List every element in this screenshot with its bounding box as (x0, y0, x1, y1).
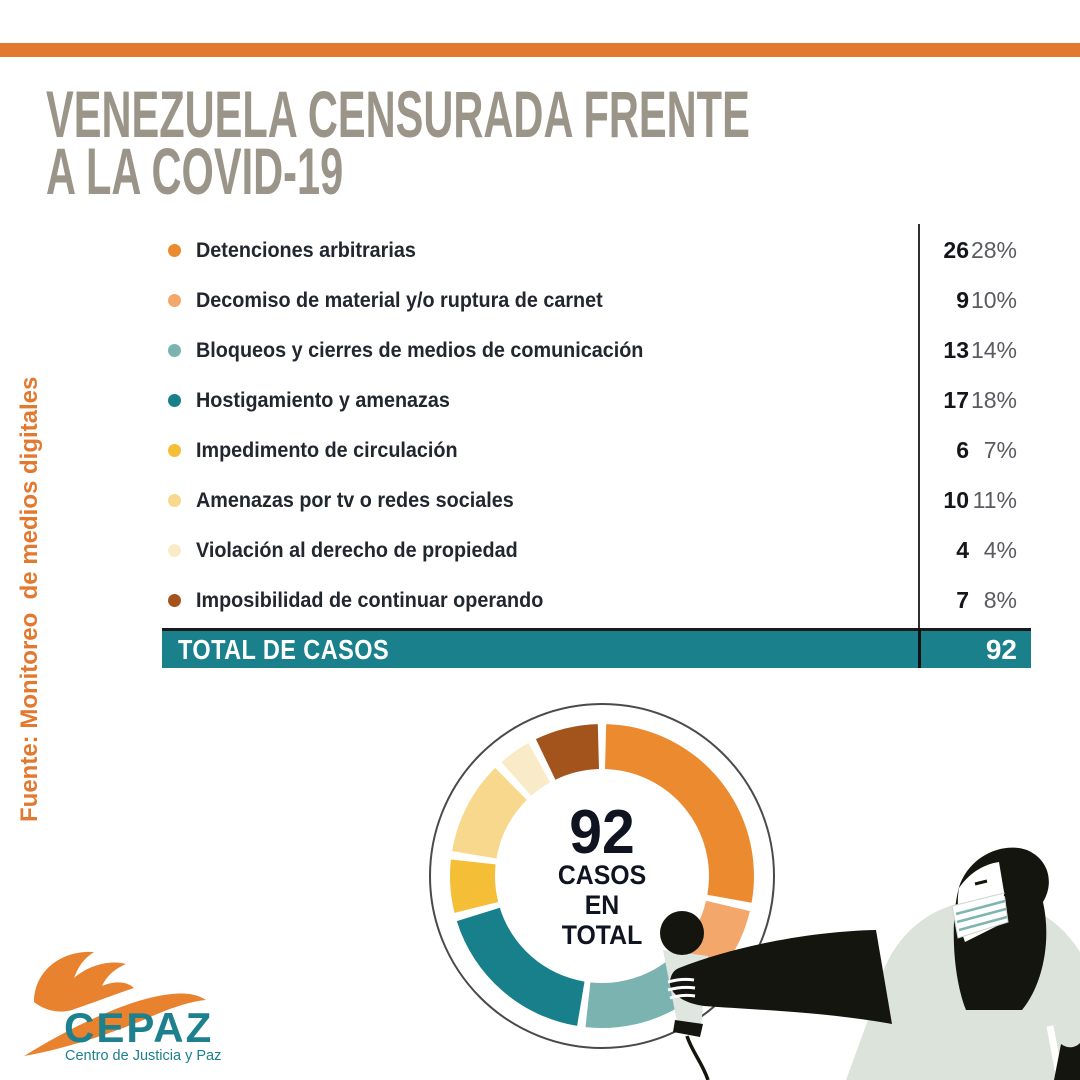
donut-center-value: 92 (569, 798, 635, 867)
category-label: Bloqueos y cierres de medios de comunicación (196, 337, 644, 362)
category-label: Amenazas por tv o redes sociales (196, 487, 514, 512)
category-bullet-icon (168, 544, 181, 557)
category-label: Violación al derecho de propiedad (196, 537, 518, 562)
microphone-foam-icon (660, 911, 704, 955)
category-percent: 18% (970, 386, 1017, 413)
table-row (162, 525, 1031, 575)
total-label: TOTAL DE CASOS (178, 633, 390, 665)
category-count: 9 (956, 286, 969, 313)
category-label: Impedimento de circulación (196, 437, 458, 462)
category-bullet-icon (168, 344, 181, 357)
microphone-cable (687, 1036, 708, 1080)
donut-center-line2: EN (584, 890, 620, 920)
category-percent: 11% (972, 486, 1017, 513)
total-bar-divider-line (918, 628, 921, 668)
donut-segment-4 (450, 860, 498, 913)
donut-segment-7 (536, 724, 599, 780)
donut-center-text (554, 798, 650, 950)
donut-chart (330, 690, 1080, 1080)
category-percent: 28% (970, 236, 1017, 263)
category-percent: 4% (983, 536, 1017, 563)
top-accent-bar (0, 43, 1080, 57)
source-note: Fuente: Monitoreo de medios digitales (16, 376, 43, 822)
category-label: Imposibilidad de continuar operando (196, 587, 544, 612)
table-row (162, 575, 1031, 625)
table-row (162, 375, 1031, 425)
stats-rows (162, 225, 1031, 625)
category-bullet-icon (168, 394, 181, 407)
page-title (46, 76, 1080, 208)
logo-tagline: Centro de Justicia y Paz (65, 1048, 222, 1064)
category-bullet-icon (168, 294, 181, 307)
category-count: 6 (956, 436, 969, 463)
category-label: Decomiso de material y/o ruptura de carnet (196, 287, 603, 312)
category-count: 13 (943, 336, 969, 363)
category-count: 17 (943, 386, 969, 413)
category-bullet-icon (168, 494, 181, 507)
logo-name: CEPAZ (64, 1004, 214, 1051)
table-row (162, 425, 1031, 475)
table-row (162, 325, 1031, 375)
table-row (162, 275, 1031, 325)
table-row (162, 225, 1031, 275)
stats-table (162, 225, 1031, 625)
page-title-line2: A LA COVID-19 (46, 134, 344, 208)
category-percent: 10% (970, 286, 1017, 313)
category-count: 26 (943, 236, 969, 263)
category-count: 7 (956, 586, 969, 613)
category-label: Detenciones arbitrarias (196, 237, 416, 262)
total-value: 92 (985, 633, 1017, 665)
category-bullet-icon (168, 594, 181, 607)
category-bullet-icon (168, 444, 181, 457)
category-count: 10 (943, 486, 969, 513)
category-bullet-icon (168, 244, 181, 257)
table-divider-line (918, 224, 920, 628)
category-percent: 8% (983, 586, 1017, 613)
page-title-line1: VENEZUELA CENSURADA FRENTE (46, 77, 750, 151)
category-percent: 7% (983, 436, 1017, 463)
total-bar (162, 628, 1031, 668)
logo-wing-icon (34, 952, 134, 1012)
donut-center-line3: TOTAL (561, 920, 643, 950)
category-count: 4 (956, 536, 969, 563)
category-label: Hostigamiento y amenazas (196, 387, 450, 412)
cepaz-logo (20, 938, 250, 1070)
category-percent: 14% (970, 336, 1017, 363)
table-row (162, 475, 1031, 525)
donut-segment-5 (452, 768, 527, 859)
donut-center-line1: CASOS (557, 860, 647, 890)
